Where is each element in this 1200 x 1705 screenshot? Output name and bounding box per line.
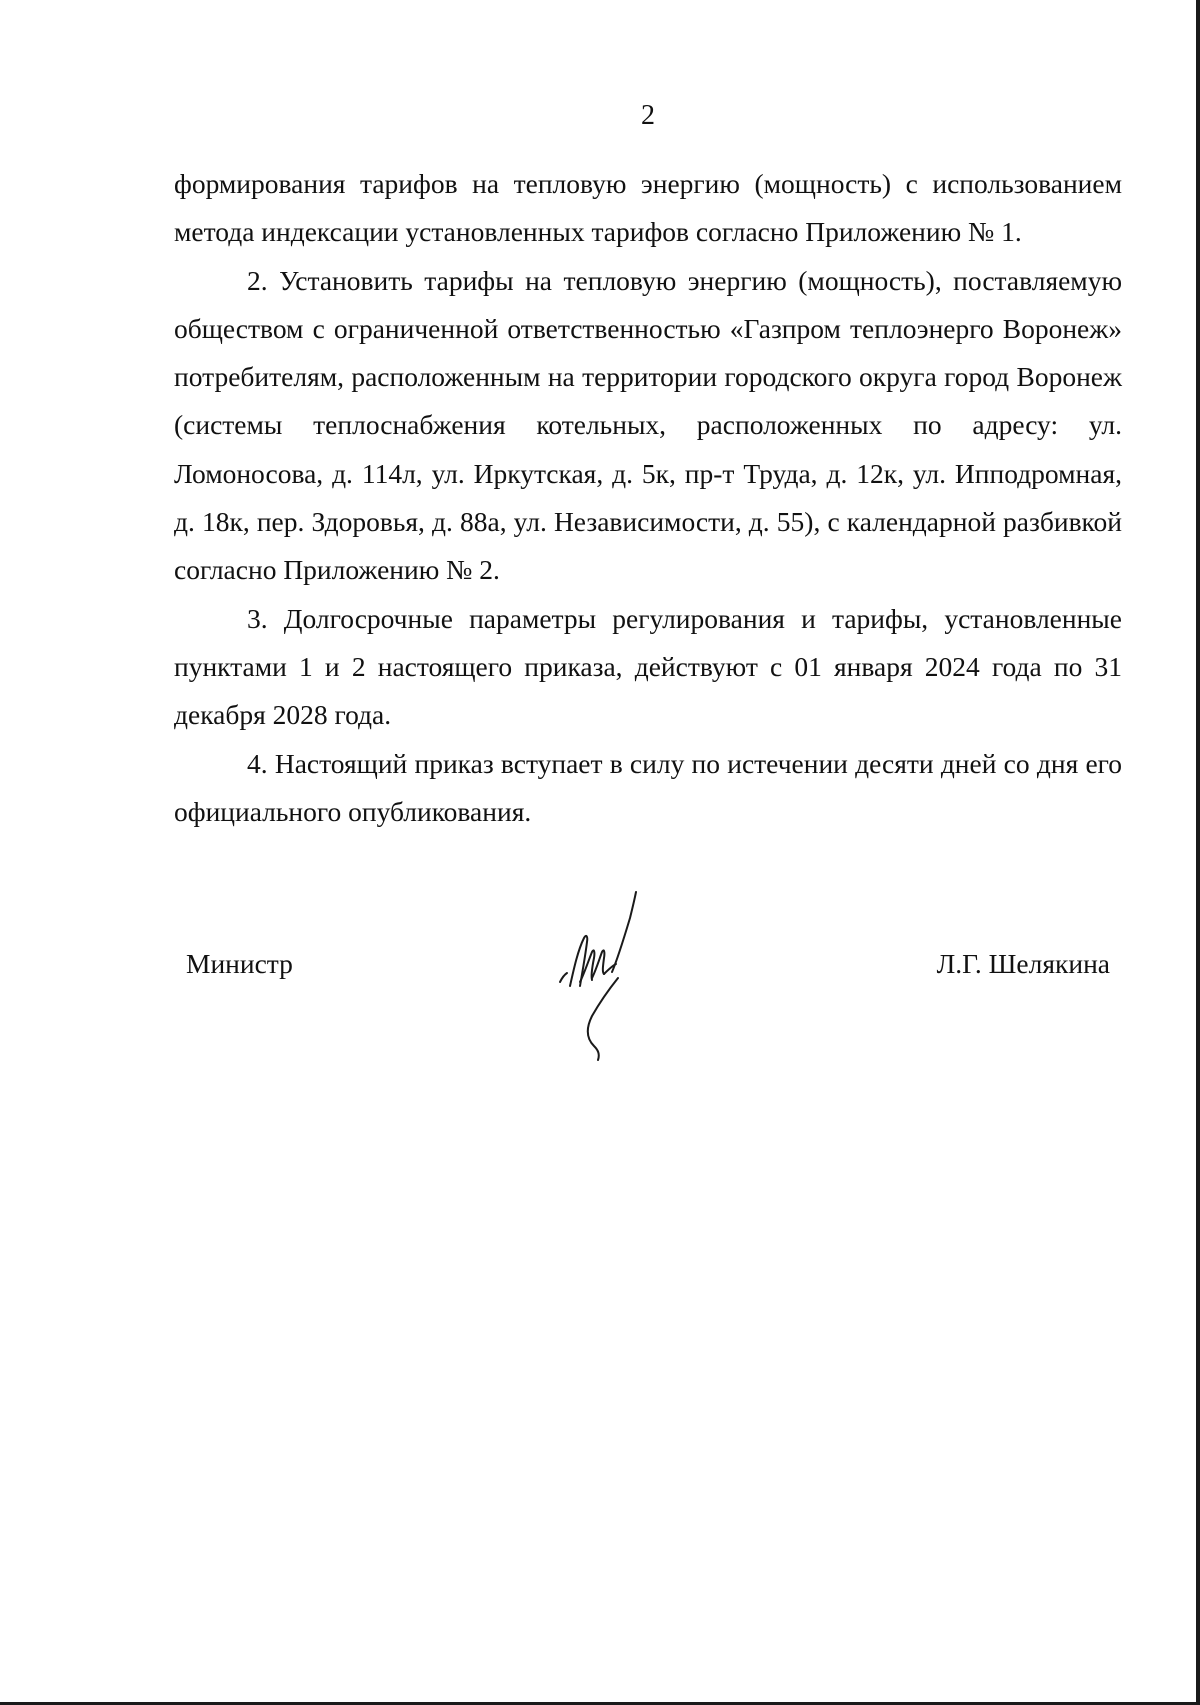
signatory-title: Министр	[186, 948, 293, 979]
paragraph-item-4: 4. Настоящий приказ вступает в силу по истечении десяти дней со дня его официального опубликования.	[174, 747, 1122, 827]
document-body	[174, 160, 1122, 836]
signatory-name: Л.Г. Шелякина	[936, 948, 1110, 979]
page-number: 2	[641, 100, 655, 131]
paragraph-item-3: 3. Долгосрочные параметры регулирования и тарифы, установленные пунктами 1 и 2 настоящего приказа, действуют с 01 января 2024 года по 31 декабря 2028 года.	[174, 602, 1122, 731]
scan-edge-right	[1196, 0, 1200, 1705]
handwritten-signature	[548, 878, 708, 1078]
paragraph-item-2: 2. Установить тарифы на тепловую энергию (мощность), поставляемую обществом с ограниченной ответственностью «Газпром теплоэнерго Воронеж» потребителям, расположенным на территории городского округа город Воронеж (системы теплоснабжения котельных, расположенных по адресу: ул. Ломоносова, д. 114л, ул. Иркутская, д. 5к, пр-т Труда, д. 12к, ул. Ипподромная, д. 18к, пер. Здоровья, д. 88а, ул. Независимости, д. 55), с календарной разбивкой согласно Приложению № 2.	[174, 264, 1122, 586]
paragraph-continuation: формирования тарифов на тепловую энергию (мощность) с использованием метода индексации установленных тарифов согласно Приложению № 1.	[174, 168, 1122, 248]
